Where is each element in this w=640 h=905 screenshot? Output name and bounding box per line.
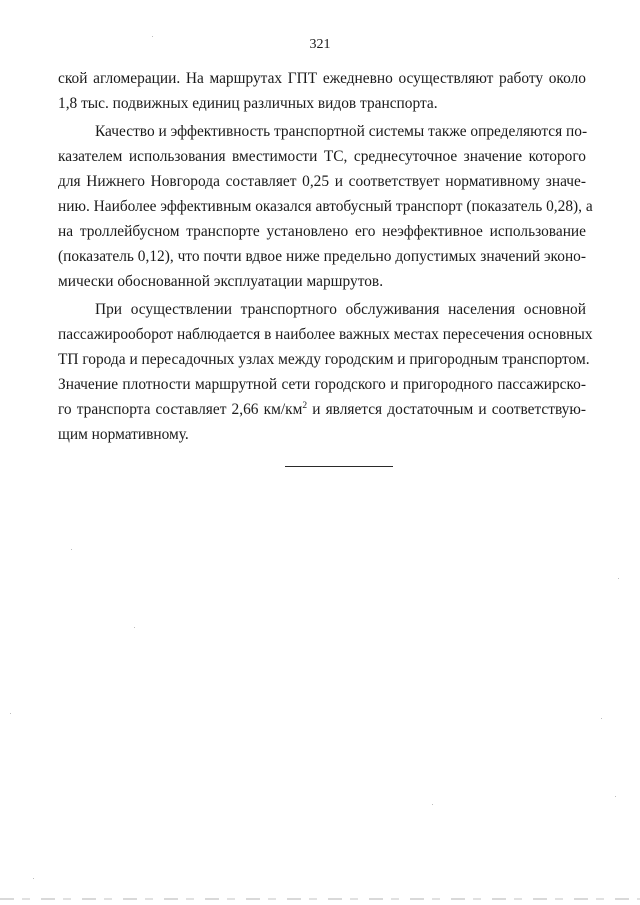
text-line: (показатель 0,12), что почти вдвое ниже предельно допустимых значений эконо- (58, 248, 586, 265)
section-end-rule (285, 466, 393, 467)
scan-edge-noise (0, 898, 640, 900)
text-line: казателем использования вместимости ТС, среднесуточное значение которого (58, 148, 586, 165)
scan-artifact (152, 36, 153, 37)
text-line: мически обоснованной эксплуатации маршрутов. (58, 273, 384, 290)
text-line: При осуществлении транспортного обслуживания населения основной (95, 301, 586, 318)
scan-artifact (33, 878, 34, 879)
text-line: щим нормативному. (58, 426, 189, 443)
page-number: 321 (309, 37, 331, 52)
scan-artifact (71, 549, 72, 550)
text-line: ской агломерации. На маршрутах ГПТ ежедневно осуществляют работу около (58, 70, 586, 87)
text-segment: го транспорта составляет 2,66 км/км (58, 401, 303, 418)
text-line: на троллейбусном транспорте установлено его неэффективное использование (58, 223, 586, 240)
scan-artifact (601, 718, 602, 719)
scan-artifact (432, 804, 433, 805)
text-line-with-superscript (58, 397, 586, 422)
text-line: нию. Наиболее эффективным оказался автобусный транспорт (показатель 0,28), а (58, 198, 593, 215)
text-segment: и является достаточным и соответствую- (307, 401, 586, 418)
text-line: ТП города и пересадочных узлах между городским и пригородным транспортом. (58, 351, 590, 368)
text-line: пассажирооборот наблюдается в наиболее важных местах пересечения основных (58, 326, 593, 343)
superscript: 2 (302, 401, 308, 411)
body-text (58, 66, 593, 447)
scan-artifact (10, 713, 11, 714)
text-line: Качество и эффективность транспортной системы также определяются по- (95, 123, 588, 140)
scan-artifact (618, 578, 619, 579)
text-line: Значение плотности маршрутной сети городского и пригородного пассажирско- (58, 376, 586, 393)
text-line: 1,8 тыс. подвижных единиц различных видов транспорта. (58, 95, 438, 112)
text-line: для Нижнего Новгорода составляет 0,25 и соответствует нормативному значе- (58, 173, 586, 190)
scan-artifact (134, 627, 135, 628)
scan-artifact (615, 796, 616, 797)
